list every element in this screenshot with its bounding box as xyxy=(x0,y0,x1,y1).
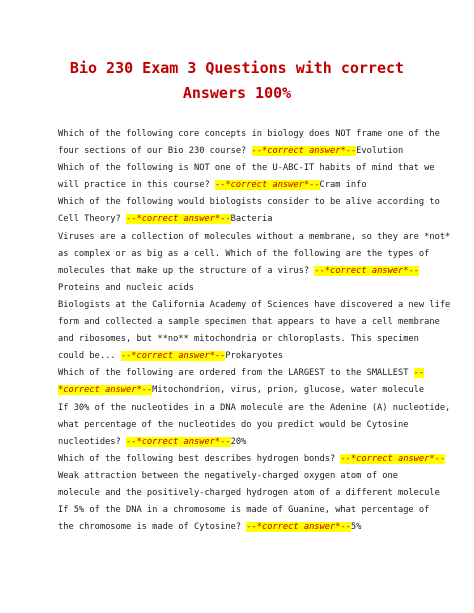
correct-answer-marker: --*correct answer*-- xyxy=(126,436,231,447)
text-line xyxy=(58,297,451,314)
text-line xyxy=(58,194,438,211)
answer-text: Bacteria xyxy=(230,214,273,225)
line-text: and ribosomes, but **no** mitochondria or chloroplasts. This specimen xyxy=(58,334,419,345)
line-text: form and collected a sample specimen that appears to have a cell membrane xyxy=(58,317,440,328)
text-line xyxy=(58,434,438,451)
text-line xyxy=(58,468,438,485)
line-text: Viruses are a collection of molecules without a membrane, so they are *not* xyxy=(58,231,451,242)
line-text: Proteins and nucleic acids xyxy=(58,282,194,293)
correct-answer-marker: --*correct answer*-- xyxy=(120,351,226,362)
text-line xyxy=(58,263,438,280)
correct-answer-marker: --*correct answer*-- xyxy=(340,453,446,464)
answer-text: Cram info xyxy=(319,180,367,191)
correct-answer-marker: --*correct answer*-- xyxy=(251,146,357,157)
line-text: the chromosome is made of Cytosine? xyxy=(58,522,247,533)
text-line xyxy=(58,331,438,348)
text-line xyxy=(58,400,451,417)
line-text: If 5% of the DNA in a chromosome is made of Guanine, what percentage of xyxy=(58,505,430,516)
correct-answer-marker: *correct answer*-- xyxy=(58,385,153,396)
correct-answer-marker: -- xyxy=(413,368,425,379)
text-line xyxy=(58,519,438,536)
correct-answer-marker: --*correct answer*-- xyxy=(246,522,351,533)
line-text: will practice in this course? xyxy=(58,180,215,191)
text-line xyxy=(58,280,438,297)
line-text: Weak attraction between the negatively-charged oxygen atom of one xyxy=(58,470,398,481)
answer-text: 5% xyxy=(350,522,362,533)
line-text: could be... xyxy=(58,351,121,362)
text-line xyxy=(58,229,451,246)
answer-text: Mitochondrion, virus, prion, glucose, water molecule xyxy=(152,385,425,396)
line-text: Which of the following are ordered from the LARGEST to the SMALLEST xyxy=(58,368,414,379)
answer-text: Prokaryotes xyxy=(225,351,283,362)
line-text: nucleotides? xyxy=(58,436,126,447)
line-text: If 30% of the nucleotides in a DNA molecule are the Adenine (A) nucleotide, xyxy=(58,402,451,413)
document-title-line-1: Bio 230 Exam 3 Questions with correct xyxy=(69,59,405,77)
line-text: Which of the following would biologists consider to be alive according to xyxy=(58,197,440,208)
line-text: Which of the following is NOT one of the U-ABC-IT habits of mind that we xyxy=(58,163,435,174)
line-text: Which of the following best describes hydrogen bonds? xyxy=(58,453,341,464)
line-text: four sections of our Bio 230 course? xyxy=(58,146,252,157)
document-title-line-2: Answers 100% xyxy=(182,84,292,102)
line-text: molecules that make up the structure of a virus? xyxy=(58,265,315,276)
text-line xyxy=(58,211,438,228)
text-line xyxy=(58,382,438,399)
text-line xyxy=(58,365,438,382)
answer-text: Evolution xyxy=(356,146,404,157)
line-text: what percentage of the nucleotides do you predict would be Cytosine xyxy=(58,419,409,430)
correct-answer-marker: --*correct answer*-- xyxy=(214,180,320,191)
text-line xyxy=(58,143,438,160)
document-body xyxy=(58,126,451,536)
text-line xyxy=(58,177,438,194)
text-line xyxy=(58,246,438,263)
line-text: as complex or as big as a cell. Which of the following are the types of xyxy=(58,248,430,259)
line-text: Cell Theory? xyxy=(58,214,126,225)
text-line xyxy=(58,485,438,502)
text-line xyxy=(58,314,438,331)
line-text: Biologists at the California Academy of Sciences have discovered a new life xyxy=(58,299,451,310)
text-line xyxy=(58,160,438,177)
line-text: molecule and the positively-charged hydrogen atom of a different molecule xyxy=(58,487,440,498)
text-line xyxy=(58,126,438,143)
text-line xyxy=(58,348,438,365)
correct-answer-marker: --*correct answer*-- xyxy=(314,265,419,276)
correct-answer-marker: --*correct answer*-- xyxy=(126,214,231,225)
text-line xyxy=(58,451,446,468)
text-line xyxy=(58,417,438,434)
answer-text: 20% xyxy=(230,436,247,447)
text-line xyxy=(58,502,438,519)
line-text: Which of the following core concepts in biology does NOT frame one of the xyxy=(58,129,440,139)
